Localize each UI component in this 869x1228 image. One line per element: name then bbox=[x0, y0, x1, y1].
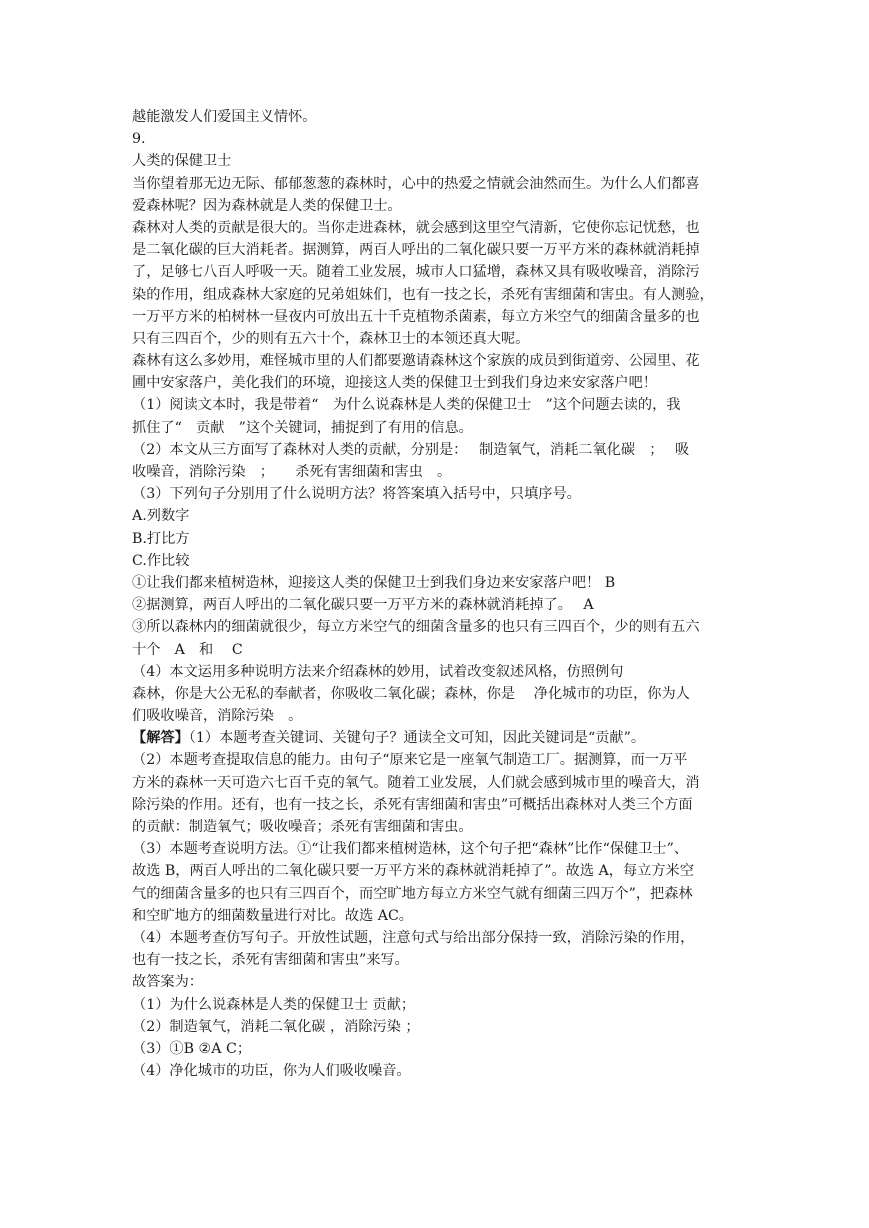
question-line: （4）本文运用多种说明方法来介绍森林的妙用，试着改变叙述风格，仿照例句 bbox=[132, 663, 624, 680]
question-line: 抓住了“ 贡献 ”这个关键词，捕捉到了有用的信息。 bbox=[132, 419, 473, 436]
solution-line: （4）本题考查仿写句子。开放性试题，注意句式与给出部分保持一致，消除污染的作用， bbox=[132, 929, 695, 946]
question-line: （3）下列句子分别用了什么说明方法？将答案填入括号中，只填序号。 bbox=[132, 486, 581, 503]
question-number: 9. bbox=[132, 131, 146, 148]
text-line: 是二氧化碳的巨大消耗者。据测算，两百人呼出的二氧化碳只要一万平方米的森林就消耗掉 bbox=[132, 242, 700, 259]
question-line: ②据测算，两百人呼出的二氧化碳只要一万平方米的森林就消耗掉了。 A bbox=[132, 597, 594, 614]
solution-line: 也有一技之长，杀死有害细菌和害虫”来写。 bbox=[132, 952, 409, 969]
text-line: 森林有这么多妙用，难怪城市里的人们都要邀请森林这个家族的成员到街道旁、公园里、花 bbox=[132, 353, 700, 370]
solution-line: 气的细菌含量多的也只有三四百个，而空旷地方每立方米空气就有细菌三四万个”，把森林 bbox=[132, 885, 693, 902]
solution-label: 【解答】 bbox=[132, 730, 189, 747]
text-line: 爱森林呢？因为森林就是人类的保健卫士。 bbox=[132, 197, 402, 214]
text-line: 当你望着那无边无际、郁郁葱葱的森林时，心中的热爱之情就会油然而生。为什么人们都喜 bbox=[132, 175, 700, 192]
text-line: 了，足够七八百人呼吸一天。随着工业发展，城市人口猛增，森林又具有吸收噪音，消除污 bbox=[132, 264, 700, 281]
answer-line: （1）为什么说森林是人类的保健卫士 贡献； bbox=[132, 996, 416, 1013]
option-line: B.打比方 bbox=[132, 530, 190, 547]
text-line: 森林对人类的贡献是很大的。当你走进森林，就会感到这里空气清新，它使你忘记忧愁，也 bbox=[132, 219, 700, 236]
question-line: 森林，你是大公无私的奉献者，你吸收二氧化碳；森林，你是 净化城市的功臣，你为人 bbox=[132, 685, 690, 702]
answer-heading: 故答案为： bbox=[132, 974, 203, 991]
question-line: （2）本文从三方面写了森林对人类的贡献，分别是： 制造氧气，消耗二氧化碳 ； 吸 bbox=[132, 441, 690, 458]
answer-line: （3）①B ②A C； bbox=[132, 1040, 252, 1057]
text-line: 一万平方米的柏树林一昼夜内可放出五十千克植物杀菌素，每立方米空气的细菌含量多的也 bbox=[132, 308, 700, 325]
solution-line: 故选 B，两百人呼出的二氧化碳只要一万平方米的森林就消耗掉了”。故选 A，每立方米空 bbox=[132, 863, 694, 880]
solution-line: （2）本题考查提取信息的能力。由句子“原来它是一座氧气制造工厂。据测算，而一万平 bbox=[132, 752, 688, 769]
question-line: 十个 A 和 C bbox=[132, 641, 243, 658]
question-line: ①让我们都来植树造林，迎接这人类的保健卫士到我们身边来安家落户吧！ B bbox=[132, 574, 616, 591]
answer-line: （4）净化城市的功臣，你为人们吸收噪音。 bbox=[132, 1063, 411, 1080]
option-line: A.列数字 bbox=[132, 508, 190, 525]
question-line: 们吸收噪音，消除污染 。 bbox=[132, 708, 303, 725]
solution-line: 除污染的作用。还有，也有一技之长，杀死有害细菌和害虫”可概括出森林对人类三个方面 bbox=[132, 796, 693, 813]
text-line: 染的作用，组成森林大家庭的兄弟姐妹们，也有一技之长，杀死有害细菌和害虫。有人测验， bbox=[132, 286, 714, 303]
solution-line: 和空旷地方的细菌数量进行对比。故选 AC。 bbox=[132, 907, 413, 924]
text-line: 只有三四百个，少的则有五六十个，森林卫士的本领还真大呢。 bbox=[132, 330, 530, 347]
text-line: 圃中安家落户，美化我们的环境，迎接这人类的保健卫士到我们身边来安家落户吧！ bbox=[132, 375, 657, 392]
question-line: （1）阅读文本时，我是带着“ 为什么说森林是人类的保健卫士 ”这个问题去读的，我 bbox=[132, 397, 681, 414]
question-line: ③所以森林内的细菌就很少，每立方米空气的细菌含量多的也只有三四百个，少的则有五六 bbox=[132, 619, 700, 636]
question-line: 收噪音，消除污染 ； 杀死有害细菌和害虫 。 bbox=[132, 464, 452, 480]
solution-line: 的贡献：制造氧气；吸收噪音；杀死有害细菌和害虫。 bbox=[132, 819, 473, 835]
solution-line bbox=[132, 727, 740, 749]
solution-line: 方米的森林一天可造六七百千克的氧气。随着工业发展，人们就会感到城市里的噪音大，消 bbox=[132, 774, 700, 791]
article-title: 人类的保健卫士 bbox=[132, 153, 232, 170]
solution-line: （3）本题考查说明方法。①“让我们都来植树造林，这个句子把“森林”比作“保健卫士”、 bbox=[132, 841, 689, 858]
text-line: 越能激发人们爱国主义情怀。 bbox=[132, 109, 317, 125]
document-body bbox=[132, 106, 740, 1082]
solution-text: （1）本题考查关键词、关键句子？通读全文可知，因此关键词是“贡献”。 bbox=[188, 730, 646, 747]
answer-line: （2）制造氧气，消耗二氧化碳 ，消除污染 ； bbox=[132, 1018, 420, 1035]
option-line: C.作比较 bbox=[132, 552, 190, 569]
